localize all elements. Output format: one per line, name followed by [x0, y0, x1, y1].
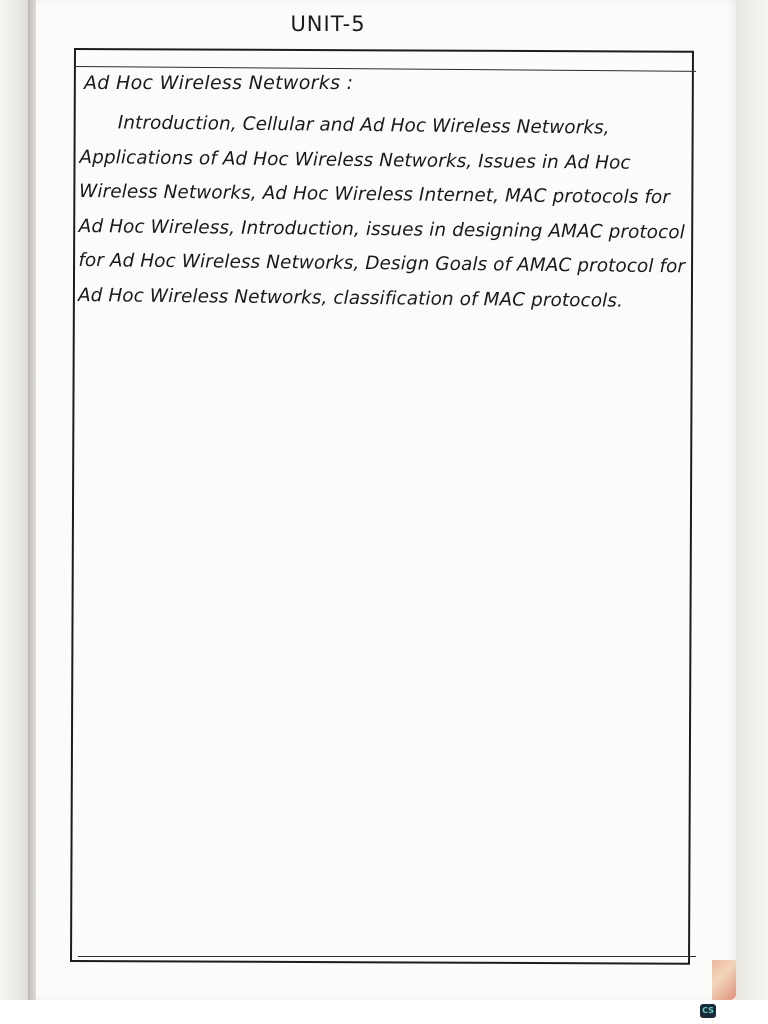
unit-title: UNIT-5 — [290, 12, 366, 36]
section-heading: Ad Hoc Wireless Networks : — [84, 72, 354, 94]
bottom-strip — [0, 1000, 768, 1024]
corner-accent — [712, 960, 736, 1000]
camscanner-logo-icon: CS — [700, 1004, 716, 1018]
binding-edge — [0, 0, 30, 1000]
syllabus-text: Introduction, Cellular and Ad Hoc Wireless Networks, Applications of Ad Hoc Wireless Networks, Issues in Ad Hoc Wireless Networks, Ad Hoc Wireless Internet, MAC protocols for Ad Hoc Wireless, Introduction, issues in designing AMAC protocol for Ad Hoc Wireless Networks, Design Goals of AMAC protocol for Ad Hoc Wireless Networks, classification of MAC protocols. — [77, 112, 686, 312]
page-edge — [736, 0, 768, 1000]
border-bottom-line — [78, 956, 696, 957]
notes-content — [77, 72, 690, 313]
